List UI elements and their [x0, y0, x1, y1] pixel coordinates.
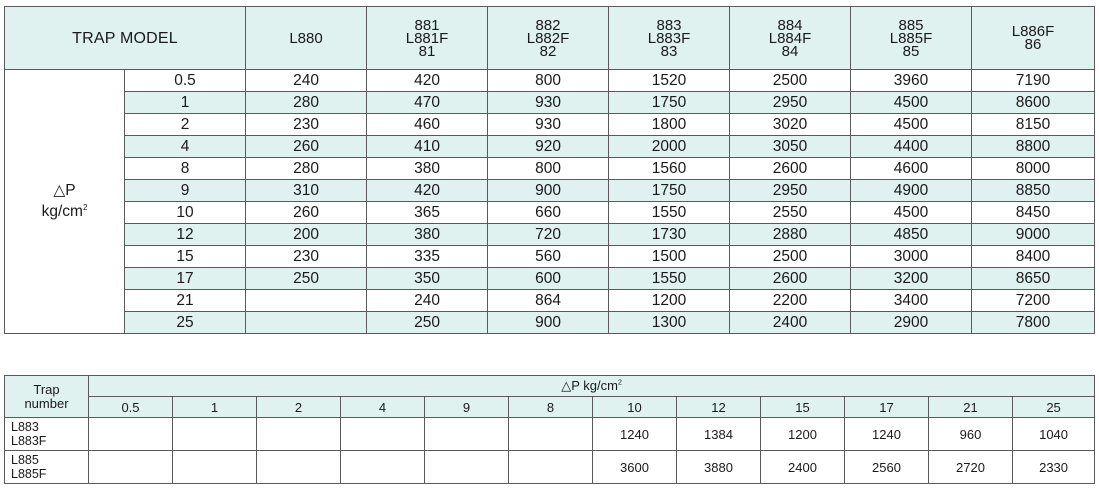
capacity-cell: 8150 [972, 114, 1095, 136]
value-cell [257, 451, 341, 484]
capacity-cell: 7800 [972, 312, 1095, 334]
value-cell [341, 418, 425, 451]
capacity-cell: 660 [488, 202, 609, 224]
pressure-column-header: 9 [425, 397, 509, 418]
table-row [5, 114, 1095, 136]
table-row [5, 246, 1095, 268]
capacity-cell: 1300 [609, 312, 730, 334]
capacity-cell: 380 [367, 158, 488, 180]
pressure-column-header: 10 [593, 397, 677, 418]
value-cell [89, 418, 173, 451]
value-cell [341, 451, 425, 484]
value-cell [173, 451, 257, 484]
capacity-cell: 380 [367, 224, 488, 246]
value-cell: 3880 [677, 451, 761, 484]
capacity-cell: 310 [246, 180, 367, 202]
capacity-cell: 2950 [730, 92, 851, 114]
table-row [5, 418, 1095, 451]
model-header-cell: 882 L882F 82 [488, 7, 609, 70]
capacity-cell: 2000 [609, 136, 730, 158]
value-cell: 1040 [1013, 418, 1095, 451]
capacity-cell: 4600 [851, 158, 972, 180]
pressure-column-header: 12 [677, 397, 761, 418]
capacity-cell: 240 [246, 70, 367, 92]
capacity-cell: 3400 [851, 290, 972, 312]
capacity-cell: 560 [488, 246, 609, 268]
capacity-cell: 3960 [851, 70, 972, 92]
value-cell [173, 418, 257, 451]
capacity-cell: 2400 [730, 312, 851, 334]
capacity-cell: 800 [488, 70, 609, 92]
capacity-cell: 8850 [972, 180, 1095, 202]
capacity-cell: 200 [246, 224, 367, 246]
value-cell: 1240 [593, 418, 677, 451]
table-row [5, 451, 1095, 484]
capacity-cell: 2900 [851, 312, 972, 334]
capacity-cell: 9000 [972, 224, 1095, 246]
capacity-cell [246, 290, 367, 312]
capacity-cell: 2500 [730, 70, 851, 92]
capacity-cell: 900 [488, 312, 609, 334]
capacity-cell: 365 [367, 202, 488, 224]
value-cell: 3600 [593, 451, 677, 484]
table-row [5, 136, 1095, 158]
capacity-cell: 250 [246, 268, 367, 290]
capacity-cell: 2200 [730, 290, 851, 312]
capacity-cell: 8800 [972, 136, 1095, 158]
pressure-cell: 12 [125, 224, 246, 246]
capacity-cell: 2600 [730, 268, 851, 290]
model-header-cell: L880 [246, 7, 367, 70]
capacity-cell: 240 [367, 290, 488, 312]
capacity-cell: 2950 [730, 180, 851, 202]
capacity-cell: 864 [488, 290, 609, 312]
capacity-cell: 350 [367, 268, 488, 290]
value-cell [89, 451, 173, 484]
capacity-table [4, 6, 1095, 334]
capacity-cell: 800 [488, 158, 609, 180]
capacity-cell: 260 [246, 136, 367, 158]
table-row [5, 180, 1095, 202]
capacity-cell: 2500 [730, 246, 851, 268]
pressure-cell: 1 [125, 92, 246, 114]
capacity-cell: 8600 [972, 92, 1095, 114]
pressure-column-header: 17 [845, 397, 929, 418]
pressure-header: △P $kg/cm^2$ [89, 376, 1095, 397]
pressure-column-header: 4 [341, 397, 425, 418]
capacity-cell: 470 [367, 92, 488, 114]
pressure-column-header: 0.5 [89, 397, 173, 418]
pressure-cell: 0.5 [125, 70, 246, 92]
trap-number-table-body [5, 418, 1095, 484]
model-header-cell: 884 L884F 84 [730, 7, 851, 70]
value-cell [425, 418, 509, 451]
capacity-cell: 1500 [609, 246, 730, 268]
table-row [5, 70, 1095, 92]
pressure-column-header: 8 [509, 397, 593, 418]
capacity-cell: 420 [367, 70, 488, 92]
value-cell: 2330 [1013, 451, 1095, 484]
capacity-cell: 3020 [730, 114, 851, 136]
model-header-cell: 883 L883F 83 [609, 7, 730, 70]
capacity-cell: 600 [488, 268, 609, 290]
capacity-table-body [5, 70, 1095, 334]
pressure-cell: 25 [125, 312, 246, 334]
capacity-cell: 4500 [851, 92, 972, 114]
pressure-cell: 4 [125, 136, 246, 158]
model-header-cell: 881 L881F 81 [367, 7, 488, 70]
capacity-cell: 2550 [730, 202, 851, 224]
value-cell: 960 [929, 418, 1013, 451]
table-row [5, 224, 1095, 246]
capacity-cell: 410 [367, 136, 488, 158]
pressure-cell: 17 [125, 268, 246, 290]
capacity-cell: 460 [367, 114, 488, 136]
capacity-cell: 280 [246, 158, 367, 180]
pressure-cell: 10 [125, 202, 246, 224]
capacity-cell: 3050 [730, 136, 851, 158]
trap-number-table [4, 375, 1095, 484]
capacity-cell: 900 [488, 180, 609, 202]
capacity-cell: 4500 [851, 202, 972, 224]
model-header-cell: L886F 86 [972, 7, 1095, 70]
value-cell: 2560 [845, 451, 929, 484]
capacity-cell [246, 312, 367, 334]
capacity-cell: 4400 [851, 136, 972, 158]
capacity-cell: 1730 [609, 224, 730, 246]
pressure-column-header: 25 [1013, 397, 1095, 418]
capacity-cell: 7200 [972, 290, 1095, 312]
pressure-cell: 15 [125, 246, 246, 268]
capacity-cell: 3000 [851, 246, 972, 268]
table-row [5, 158, 1095, 180]
capacity-cell: 8000 [972, 158, 1095, 180]
table-row [5, 92, 1095, 114]
capacity-cell: 1750 [609, 92, 730, 114]
value-cell: 2720 [929, 451, 1013, 484]
trap-number-cell: L885 L885F [5, 451, 89, 484]
capacity-cell: 1550 [609, 268, 730, 290]
pressure-cell: 2 [125, 114, 246, 136]
pressure-column-header: 2 [257, 397, 341, 418]
trap-model-header: TRAP MODEL [5, 7, 246, 70]
capacity-cell: 280 [246, 92, 367, 114]
value-cell [509, 418, 593, 451]
pressure-title-row [5, 376, 1095, 397]
capacity-cell: 1560 [609, 158, 730, 180]
capacity-cell: 8450 [972, 202, 1095, 224]
capacity-cell: 930 [488, 114, 609, 136]
capacity-cell: 1550 [609, 202, 730, 224]
table-row [5, 290, 1095, 312]
value-cell [257, 418, 341, 451]
capacity-cell: 720 [488, 224, 609, 246]
value-cell: 1384 [677, 418, 761, 451]
pressure-label: △P $kg/cm^2$ [5, 70, 125, 334]
pressure-column-header: 1 [173, 397, 257, 418]
pressure-cell: 21 [125, 290, 246, 312]
value-cell: 2400 [761, 451, 845, 484]
pressure-column-header: 21 [929, 397, 1013, 418]
pressure-cell: 9 [125, 180, 246, 202]
table-row [5, 312, 1095, 334]
capacity-cell: 335 [367, 246, 488, 268]
capacity-cell: 8400 [972, 246, 1095, 268]
model-header-cell: 885 L885F 85 [851, 7, 972, 70]
value-cell: 1200 [761, 418, 845, 451]
capacity-cell: 250 [367, 312, 488, 334]
capacity-cell: 4850 [851, 224, 972, 246]
capacity-cell: 1800 [609, 114, 730, 136]
capacity-cell: 2600 [730, 158, 851, 180]
capacity-cell: 920 [488, 136, 609, 158]
pressure-values-row [5, 397, 1095, 418]
value-cell [509, 451, 593, 484]
capacity-cell: 1520 [609, 70, 730, 92]
header-row [5, 7, 1095, 70]
capacity-cell: 1750 [609, 180, 730, 202]
trap-number-cell: L883 L883F [5, 418, 89, 451]
table-row [5, 202, 1095, 224]
capacity-cell: 4500 [851, 114, 972, 136]
pressure-column-header: 15 [761, 397, 845, 418]
table-row [5, 268, 1095, 290]
value-cell: 1240 [845, 418, 929, 451]
capacity-cell: 260 [246, 202, 367, 224]
capacity-cell: 4900 [851, 180, 972, 202]
capacity-cell: 230 [246, 246, 367, 268]
value-cell [425, 451, 509, 484]
capacity-cell: 930 [488, 92, 609, 114]
capacity-cell: 420 [367, 180, 488, 202]
trap-number-header: Trap number [5, 376, 89, 418]
capacity-cell: 1200 [609, 290, 730, 312]
capacity-cell: 7190 [972, 70, 1095, 92]
capacity-cell: 3200 [851, 268, 972, 290]
capacity-cell: 230 [246, 114, 367, 136]
capacity-cell: 8650 [972, 268, 1095, 290]
capacity-cell: 2880 [730, 224, 851, 246]
pressure-cell: 8 [125, 158, 246, 180]
